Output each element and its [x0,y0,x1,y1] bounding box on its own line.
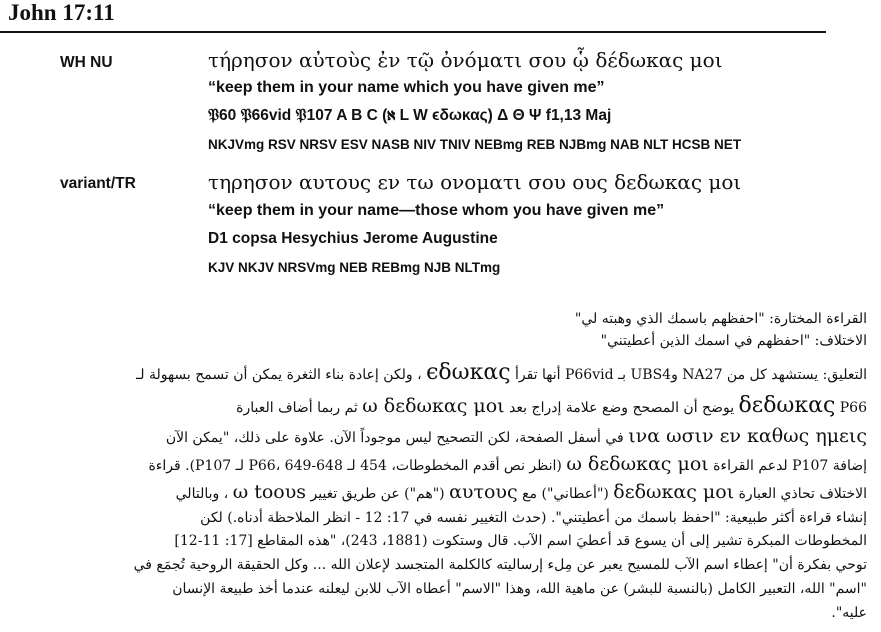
arabic-text: P66 يوضح أن المصحح وضع علامة إدراج بعد [509,400,867,416]
manuscript-list: 𝔓60 𝔓66vid 𝔓107 A B C (ℵ L W ϵδωκας) Δ Θ Ψ f1,13 Maj [208,107,612,124]
arabic-text: ، ولكن إعادة بناء الثغرة يمكن أن تسمح بسهولة لـ [136,367,422,383]
greek-inline: αυτους [449,481,518,503]
greek-inline: ω δεδωκας μοι [566,453,709,475]
arabic-text: إضافة P107 لدعم القراءة [713,458,867,474]
greek-inline: ινα ωσιν εν καθως ημεις [628,425,867,447]
arabic-line [148,453,867,475]
version-list: KJV NKJV NRSVmg NEB REBmg NJB NLTmg [208,260,501,275]
arabic-text: ("أعطاني") مع [522,486,609,502]
arabic-line: الاختلاف: "احفظهم في اسمك الذين أعطيتني" [600,333,867,349]
heading-rule [0,31,826,33]
arabic-line [236,393,867,418]
greek-text: τήρησον αὐτοὺς ἐν τῷ ὀνόματι σου ᾧ δέδωκας μοι [208,48,723,72]
greek-inline: ϵδωκας [426,360,511,385]
manuscript-list: D1 copsa Hesychius Jerome Augustine [208,230,498,247]
arabic-text: ثم ربما أضاف العبارة [236,400,358,416]
arabic-text: الاختلاف تحاذي العبارة [738,486,867,502]
greek-inline: δεδωκας [738,393,836,418]
arabic-line [166,425,867,447]
reading-label: variant/TR [60,175,136,192]
arabic-line [136,360,867,385]
english-translation: “keep them in your name which you have given me” [208,79,605,96]
reading-label: WH NU [60,54,113,71]
greek-inline: ω δεδωκας μοι [362,395,505,417]
greek-inline: δεδωκας μοι [613,481,735,503]
arabic-line [176,481,867,503]
greek-text: τηρησον αυτους εν τω ονοματι σου ους δεδωκας μοι [208,170,742,194]
arabic-text: في أسفل الصفحة، لكن التصحيح ليس موجوداً الآن. علاوة على ذلك، "يمكن الآن [165,430,624,446]
arabic-line: توحي بفكرة أن" إعطاء اسم الآب للمسيح يعبر عن مِلء إرساليته كالكلمة المتجسد لإعلان الله ... وكل الحقيقة الروحية تُجمَع في [133,557,867,573]
arabic-text: (انظر نص أقدم المخطوطات، 454 لـ P66، 649-648 لـ P107). قراءة [148,458,562,474]
arabic-line: القراءة المختارة: "احفظهم باسمك الذي وهبته لي" [574,311,867,327]
arabic-text: التعليق: يستشهد كل من NA27 وUBS4 بـ P66vid أنها تقرأ [514,367,867,383]
verse-heading: John 17:11 [8,0,115,25]
arabic-line: إنشاء قراءة أكثر طبيعية: "احفظ باسمك من أعطيتني". (حدث التغيير نفسه في 17: 12 - انظر الملاحظة أدناه.) لكن [200,510,867,526]
arabic-line: "اسم" الله، التعبير الكامل (بالنسبة للبشر) عن ماهية الله، وهذا "الاسم" أعطاه الآب للابن ليعلنه عندما أخذ طبيعة الإنسان [172,581,867,597]
arabic-line: عليه". [831,605,867,621]
arabic-line: المخطوطات المبكرة تشير إلى أن يسوع قد أعطيَ اسم الآب. قال وستكوت (1881، 243)، "هذه المقاطع [17: 11-12] [174,533,867,549]
arabic-text: ("هم") عن طريق تغيير [310,486,445,502]
arabic-text: ، وبالتالي [175,486,229,502]
greek-inline: ω toουs [232,481,307,503]
english-translation: “keep them in your name—those whom you have given me” [208,202,665,219]
version-list: NKJVmg RSV NRSV ESV NASB NIV TNIV NEBmg REB NJBmg NAB NLT HCSB NET [208,137,742,152]
